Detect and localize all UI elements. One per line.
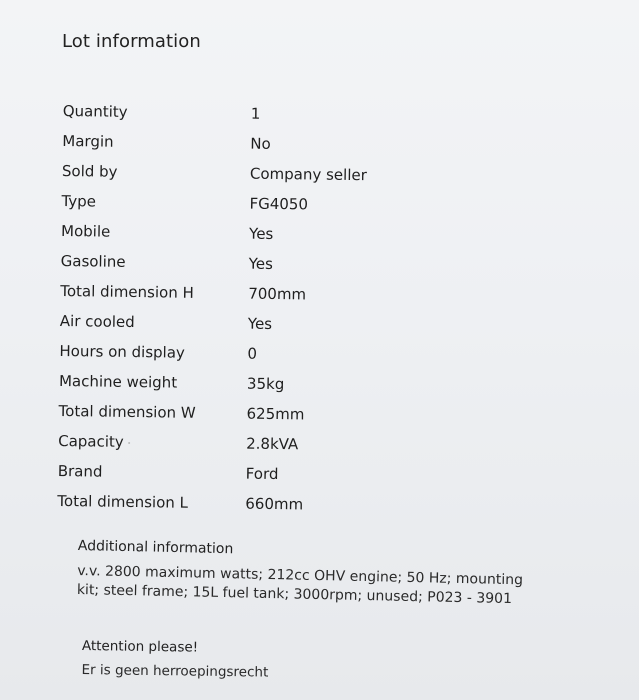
spec-label-text: Capacity xyxy=(58,431,124,451)
spec-value: FG4050 xyxy=(249,194,309,214)
spec-value: 35kg xyxy=(246,374,285,394)
additional-information-section xyxy=(77,538,578,610)
spec-value: 2.8kVA xyxy=(246,434,299,454)
spec-label: Machine weight xyxy=(58,371,178,392)
attention-text: Er is geen herroepingsrecht xyxy=(81,661,269,681)
spec-label xyxy=(58,432,246,453)
spec-value: Ford xyxy=(245,464,279,484)
spec-label: Air cooled xyxy=(59,311,135,332)
page-title: Lot information xyxy=(62,31,201,52)
spec-value: 1 xyxy=(250,104,261,123)
spec-label: Mobile xyxy=(60,221,111,241)
spec-value: 660mm xyxy=(245,494,304,514)
spec-row-total-dimension-l xyxy=(57,486,517,522)
spec-label: Sold by xyxy=(61,161,118,181)
spec-value: 625mm xyxy=(246,404,305,424)
attention-section xyxy=(81,638,382,682)
spec-label: Type xyxy=(61,191,97,211)
spec-label: Hours on display xyxy=(59,341,185,362)
spec-label: Margin xyxy=(62,131,114,151)
spec-label: Total dimension H xyxy=(60,281,194,302)
spec-value: No xyxy=(250,134,271,153)
spec-label: Quantity xyxy=(62,101,128,121)
additional-information-title: Additional information xyxy=(77,538,234,558)
spec-label: Total dimension L xyxy=(57,491,189,512)
spec-value: Company seller xyxy=(249,164,367,185)
additional-information-text: v.v. 2800 maximum watts; 212cc OHV engine; 50 Hz; mounting kit; steel frame; 15L fuel tank; 3000rpm; unused; P023 - 3901 xyxy=(76,562,524,608)
faint-dot-mark xyxy=(128,441,130,443)
lot-specs-table xyxy=(57,96,523,522)
spec-value: Yes xyxy=(247,314,273,333)
spec-value: Yes xyxy=(248,224,274,243)
spec-label: Gasoline xyxy=(60,251,126,271)
spec-label: Total dimension W xyxy=(58,401,196,422)
spec-value: Yes xyxy=(248,254,274,273)
spec-value: 700mm xyxy=(248,284,307,304)
spec-value: 0 xyxy=(247,344,258,363)
attention-title: Attention please! xyxy=(81,638,199,656)
spec-label: Brand xyxy=(57,461,103,481)
